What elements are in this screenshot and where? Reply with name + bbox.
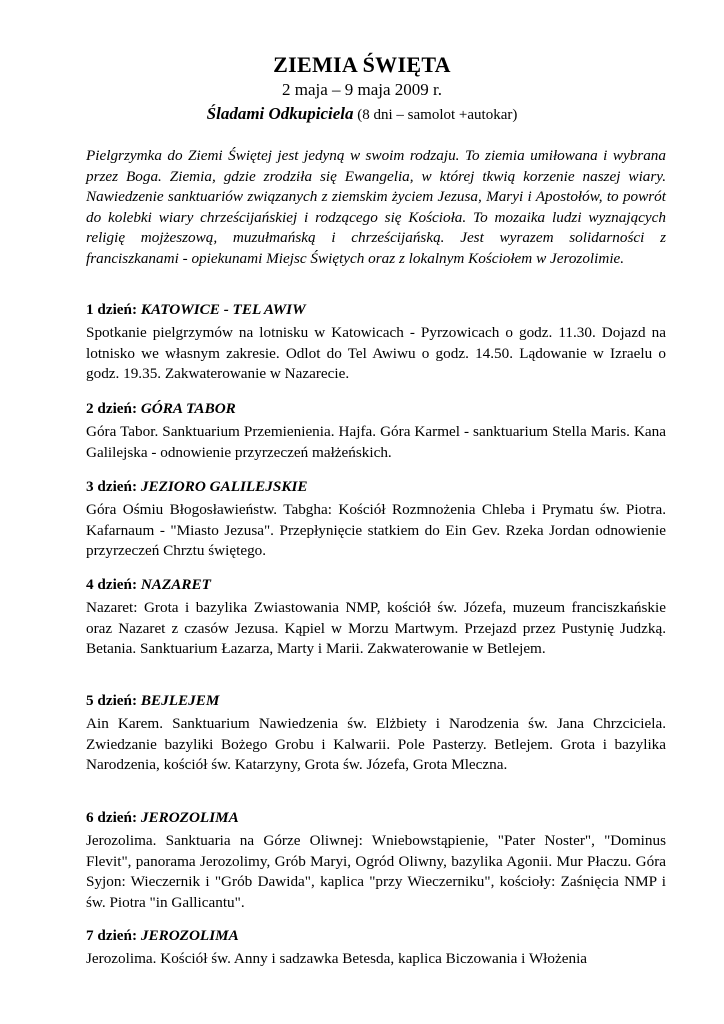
day-heading: [86, 691, 666, 712]
day-heading: [86, 477, 666, 498]
day-heading: [86, 926, 666, 947]
day-section: [86, 808, 666, 913]
day-section: [86, 399, 666, 463]
day-section: [86, 477, 666, 562]
day-label: 6 dzień:: [86, 809, 138, 826]
day-description: Jerozolima. Kościół św. Anny i sadzawka Betesda, kaplica Biczowania i Włożenia: [86, 950, 588, 967]
day-heading: [86, 575, 666, 596]
document-title: ZIEMIA ŚWIĘTA: [273, 52, 451, 77]
day-section: [86, 691, 666, 776]
day-heading: [86, 399, 666, 420]
day-description: Jerozolima. Sanktuaria na Górze Oliwnej: Wniebowstąpienie, "Pater Noster", "Dominus Flevit", panorama Jerozolimy, Grób Maryi, Ogród Oliwny, bazylika Agonii. Mur Płaczu. Góra Syjon: Wieczernik i "Grób Dawida", kaplica "przy Wieczerniku", kościoły: Zaśnięcia NMP i św. Piotra "in Gallicantu".: [86, 832, 666, 911]
day-place: JEROZOLIMA: [140, 809, 239, 826]
day-description: Spotkanie pielgrzymów na lotnisku w Katowicach - Pyrzowicach o godz. 11.30. Dojazd na lotnisko we własnym zakresie. Odlot do Tel Awiwu o godz. 14.50. Lądowanie w Izraelu o godz. 19.35. Zakwaterowanie w Nazarecie.: [86, 324, 666, 383]
intro-paragraph: Pielgrzymka do Ziemi Świętej jest jedyną w swoim rodzaju. To ziemia umiłowana i wybrana przez Boga. Ziemia, gdzie zrodziła się Ewangelia, w której tkwią korzenie naszej wiary. Nawiedzenie sanktuariów związanych z ziemskim życiem Jezusa, Maryi i Apostołów, to powrót do kolebki wiary chrześcijańskiej i rodzącego się Kościoła. To mozaika ludzi wyznających religię mojżeszową, muzułmańską i chrześcijańską. Jest wyrazem solidarności z franciszkanami - opiekunami Miejsc Świętych oraz z lokalnym Kościołem w Jerozolimie.: [86, 147, 666, 267]
day-label: 2 dzień:: [86, 400, 138, 417]
day-place: GÓRA TABOR: [140, 400, 236, 417]
day-section: [86, 926, 666, 970]
day-description: Góra Ośmiu Błogosławieństw. Tabgha: Kościół Rozmnożenia Chleba i Prymatu św. Piotra. Kafarnaum - "Miasto Jezusa". Przepłynięcie statkiem do Ein Gev. Rzeka Jordan odnowienie przyrzeczeń Chrztu świętego.: [86, 501, 666, 560]
day-section: [86, 300, 666, 385]
day-heading: [86, 300, 666, 321]
subtitle-main: Śladami Odkupiciela: [206, 104, 354, 123]
day-label: 5 dzień:: [86, 692, 138, 709]
trip-subtitle: [0, 104, 724, 124]
day-place: KATOWICE - TEL AWIW: [140, 301, 306, 318]
day-description: Ain Karem. Sanktuarium Nawiedzenia św. Elżbiety i Narodzenia św. Jana Chrzciciela. Zwiedzanie bazyliki Bożego Grobu i Kalwarii. Pole Pasterzy. Betlejem. Grota i bazylika Narodzenia, kościół św. Katarzyny, Grota św. Józefa, Grota Mleczna.: [86, 715, 666, 774]
day-label: 4 dzień:: [86, 576, 138, 593]
day-place: JEZIORO GALILEJSKIE: [140, 478, 308, 495]
subtitle-note: (8 dni – samolot +autokar): [357, 107, 518, 123]
day-label: 3 dzień:: [86, 478, 138, 495]
day-heading: [86, 808, 666, 829]
trip-dates: 2 maja – 9 maja 2009 r.: [281, 80, 443, 99]
day-place: NAZARET: [140, 576, 211, 593]
day-label: 1 dzień:: [86, 301, 138, 318]
day-place: JEROZOLIMA: [140, 927, 239, 944]
day-description: Nazaret: Grota i bazylika Zwiastowania NMP, kościół św. Józefa, muzeum franciszkańskie oraz Nazaret z czasów Jezusa. Kąpiel w Morzu Martwym. Przejazd przez Pustynię Judzką. Betania. Sanktuarium Łazarza, Marty i Marii. Zakwaterowanie w Betlejem.: [86, 599, 666, 658]
day-label: 7 dzień:: [86, 927, 138, 944]
day-description: Góra Tabor. Sanktuarium Przemienienia. Hajfa. Góra Karmel - sanktuarium Stella Maris. Kana Galilejska - odnowienie przyrzeczeń małżeńskich.: [86, 423, 666, 461]
day-place: BEJLEJEM: [140, 692, 220, 709]
day-section: [86, 575, 666, 660]
